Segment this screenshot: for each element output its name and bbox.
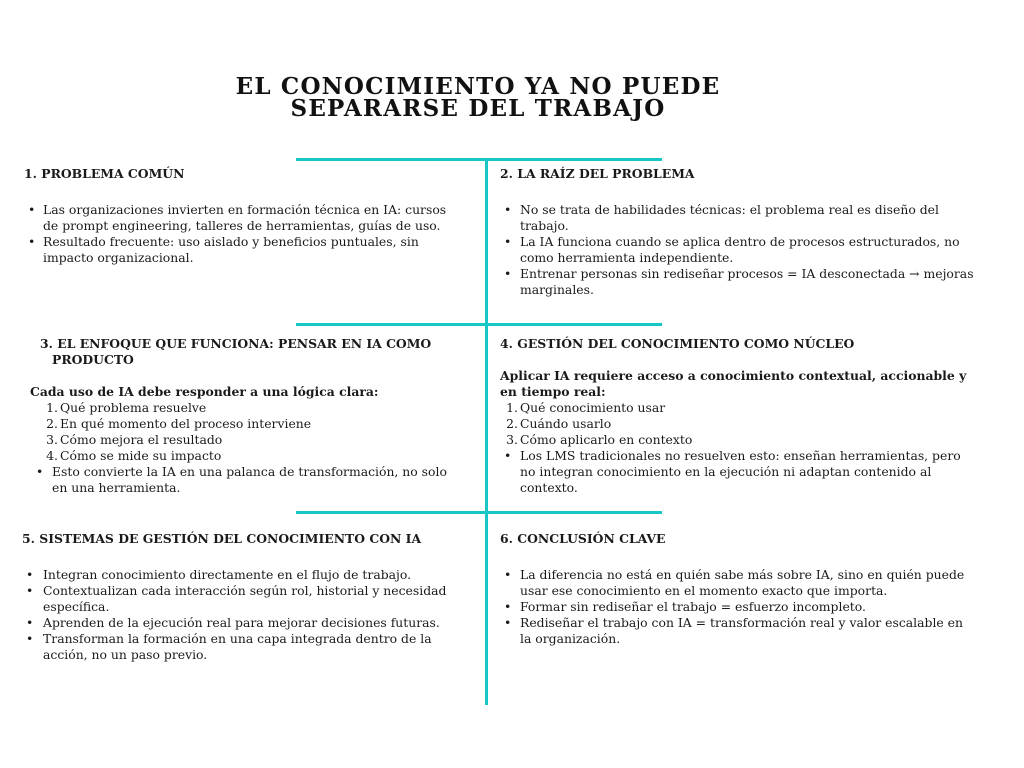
item-number: 3. (506, 432, 518, 447)
horizontal-divider-bottom (296, 511, 662, 514)
item-number: 2. (46, 416, 58, 431)
bullet-list (32, 464, 460, 496)
numbered-item (500, 416, 970, 432)
item-text: Qué problema resuelve (60, 400, 207, 415)
item-text: Cómo se mide su impacto (60, 448, 222, 463)
section-conclusion-clave (500, 531, 970, 647)
item-number: 1. (506, 400, 518, 415)
section-raiz-del-problema (500, 166, 990, 298)
bullet-list (24, 202, 464, 266)
bullet-item: • Entrenar personas sin rediseñar procesos = IA desconectada → mejoras marginales. (500, 266, 990, 298)
bullet-item: • Transforman la formación en una capa integrada dentro de la acción, no un paso previo. (22, 631, 462, 663)
bullet-list (500, 567, 970, 647)
numbered-item (500, 432, 970, 448)
bullet-item: • Resultado frecuente: uso aislado y beneficios puntuales, sin impacto organizacional. (24, 234, 464, 266)
title-line-1: EL CONOCIMIENTO YA NO PUEDE (235, 73, 721, 100)
section-heading: 2. LA RAÍZ DEL PROBLEMA (500, 166, 695, 181)
numbered-item (500, 400, 970, 416)
numbered-item (40, 432, 460, 448)
item-number: 3. (46, 432, 58, 447)
section-lead: Cada uso de IA debe responder a una lógica clara: (30, 384, 379, 399)
bullet-item: • Rediseñar el trabajo con IA = transformación real y valor escalable en la organización. (500, 615, 970, 647)
numbered-item (40, 448, 460, 464)
bullet-item: • Formar sin rediseñar el trabajo = esfuerzo incompleto. (500, 599, 970, 615)
section-lead: Aplicar IA requiere acceso a conocimiento contextual, accionable y en tiempo real: (500, 368, 967, 399)
bullet-list (500, 448, 970, 496)
bullet-list (22, 567, 462, 663)
item-text: Cómo mejora el resultado (60, 432, 223, 447)
bullet-item: • Los LMS tradicionales no resuelven esto: enseñan herramientas, pero no integran conocimiento en la ejecución ni adaptan contenido al contexto. (500, 448, 970, 496)
section-heading: 5. SISTEMAS DE GESTIÓN DEL CONOCIMIENTO CON IA (22, 531, 422, 546)
section-heading: 4. GESTIÓN DEL CONOCIMIENTO COMO NÚCLEO (500, 336, 855, 351)
section-gestion-del-conocimiento (500, 336, 970, 496)
bullet-item: • Integran conocimiento directamente en el flujo de trabajo. (22, 567, 462, 583)
item-text: Cómo aplicarlo en contexto (520, 432, 693, 447)
numbered-item (40, 400, 460, 416)
item-number: 1. (46, 400, 58, 415)
item-text: Cuándo usarlo (520, 416, 612, 431)
bullet-item: • Las organizaciones invierten en formación técnica en IA: cursos de prompt engineering, talleres de herramientas, guías de uso. (24, 202, 464, 234)
horizontal-divider-top (296, 158, 662, 161)
bullet-list (500, 202, 990, 298)
bullet-item: • Aprenden de la ejecución real para mejorar decisiones futuras. (22, 615, 462, 631)
section-heading-line-1: 3. EL ENFOQUE QUE FUNCIONA: PENSAR EN IA COMO (40, 336, 432, 351)
bullet-item: • La IA funciona cuando se aplica dentro de procesos estructurados, no como herramienta independiente. (500, 234, 990, 266)
bullet-item: • Esto convierte la IA en una palanca de transformación, no solo en una herramienta. (32, 464, 460, 496)
vertical-divider (485, 160, 488, 705)
bullet-item: • No se trata de habilidades técnicas: el problema real es diseño del trabajo. (500, 202, 990, 234)
bullet-item: • La diferencia no está en quién sabe más sobre IA, sino en quién puede usar ese conocimiento en el momento exacto que importa. (500, 567, 970, 599)
section-heading (30, 336, 460, 368)
item-text: Qué conocimiento usar (520, 400, 666, 415)
item-text: En qué momento del proceso interviene (60, 416, 312, 431)
page-title (200, 73, 756, 122)
horizontal-divider-middle (296, 323, 662, 326)
section-heading-line-2: PRODUCTO (52, 352, 134, 367)
section-problema-comun (24, 166, 464, 266)
bullet-item: • Contextualizan cada interacción según rol, historial y necesidad específica. (22, 583, 462, 615)
section-heading: 1. PROBLEMA COMÚN (24, 166, 185, 181)
numbered-list (40, 400, 460, 464)
section-heading: 6. CONCLUSIÓN CLAVE (500, 531, 666, 546)
title-line-2: SEPARARSE DEL TRABAJO (290, 95, 666, 122)
section-enfoque-que-funciona (30, 336, 460, 496)
numbered-list (500, 400, 970, 448)
numbered-item (40, 416, 460, 432)
section-sistemas-de-gestion (22, 531, 462, 663)
item-number: 2. (506, 416, 518, 431)
item-number: 4. (46, 448, 58, 463)
